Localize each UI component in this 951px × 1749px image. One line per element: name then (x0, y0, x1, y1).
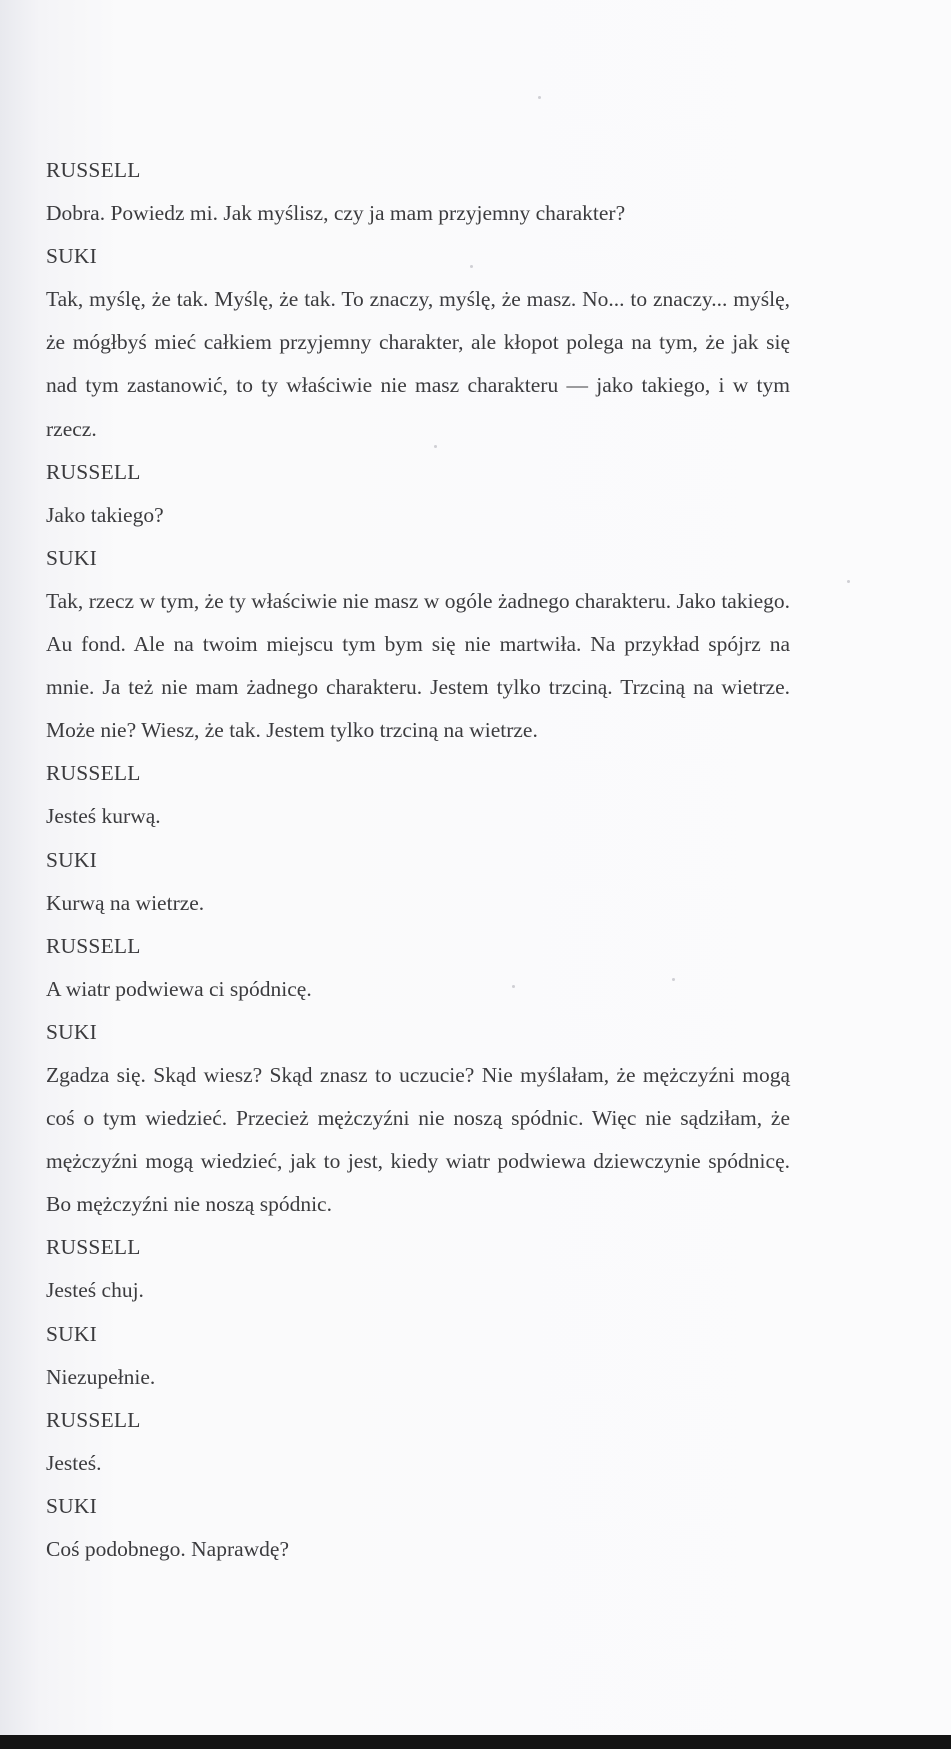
script-body (46, 149, 790, 1571)
scan-bottom-edge (0, 1735, 951, 1749)
scan-speck (538, 96, 541, 99)
dialogue-line: Jesteś kurwą. (46, 804, 161, 829)
dialogue-line: Jako takiego? (46, 502, 164, 527)
dialogue-line: A wiatr podwiewa ci spódnicę. (46, 976, 312, 1001)
dialogue-line: Zgadza się. Skąd wiesz? Skąd znasz to uczucie? Nie myślałam, że mężczyźni mogą coś o tym wiedzieć. Przecież mężczyźni nie noszą spódnic. Więc nie sądziłam, że mężczyźni mogą wiedzieć, jak to jest, kiedy wiatr podwiewa dziewczynie spódnicę. Bo mężczyźni nie noszą spódnic. (46, 1062, 790, 1217)
speaker-name: RUSSELL (46, 761, 141, 786)
dialogue-line: Tak, rzecz w tym, że ty właściwie nie masz w ogóle żadnego charakteru. Jako takiego. Au fond. Ale na twoim miejscu tym bym się nie martwiła. Na przykład spójrz na mnie. Ja też nie mam żadnego charakteru. Jestem tylko trzciną. Trzciną na wietrze. Może nie? Wiesz, że tak. Jestem tylko trzciną na wietrze. (46, 588, 790, 743)
dialogue-line: Tak, myślę, że tak. Myślę, że tak. To znaczy, myślę, że masz. No... to znaczy... myślę, że mógłbyś mieć całkiem przyjemny charakter, ale kłopot polega na tym, że jak się nad tym zastanowić, to ty właściwie nie masz charakteru — jako takiego, i w tym rzecz. (46, 287, 790, 441)
speaker-name: SUKI (46, 545, 97, 570)
dialogue-line: Coś podobnego. Naprawdę? (46, 1537, 290, 1561)
speaker-name: SUKI (46, 847, 97, 872)
dialogue-line: Jesteś chuj. (46, 1278, 144, 1303)
scan-speck (847, 580, 850, 583)
speaker-name: SUKI (46, 1493, 97, 1518)
dialogue-line: Dobra. Powiedz mi. Jak myślisz, czy ja mam przyjemny charakter? (46, 201, 626, 226)
speaker-name: RUSSELL (46, 1235, 141, 1260)
speaker-name: SUKI (46, 1019, 97, 1044)
dialogue-line: Jesteś. (46, 1450, 102, 1475)
speaker-name: RUSSELL (46, 158, 141, 182)
dialogue-line: Niezupełnie. (46, 1364, 156, 1389)
speaker-name: RUSSELL (46, 1407, 141, 1432)
dialogue-line: Kurwą na wietrze. (46, 890, 205, 915)
speaker-name: SUKI (46, 244, 97, 269)
speaker-name: RUSSELL (46, 459, 141, 484)
speaker-name: SUKI (46, 1321, 97, 1346)
speaker-name: RUSSELL (46, 933, 141, 958)
